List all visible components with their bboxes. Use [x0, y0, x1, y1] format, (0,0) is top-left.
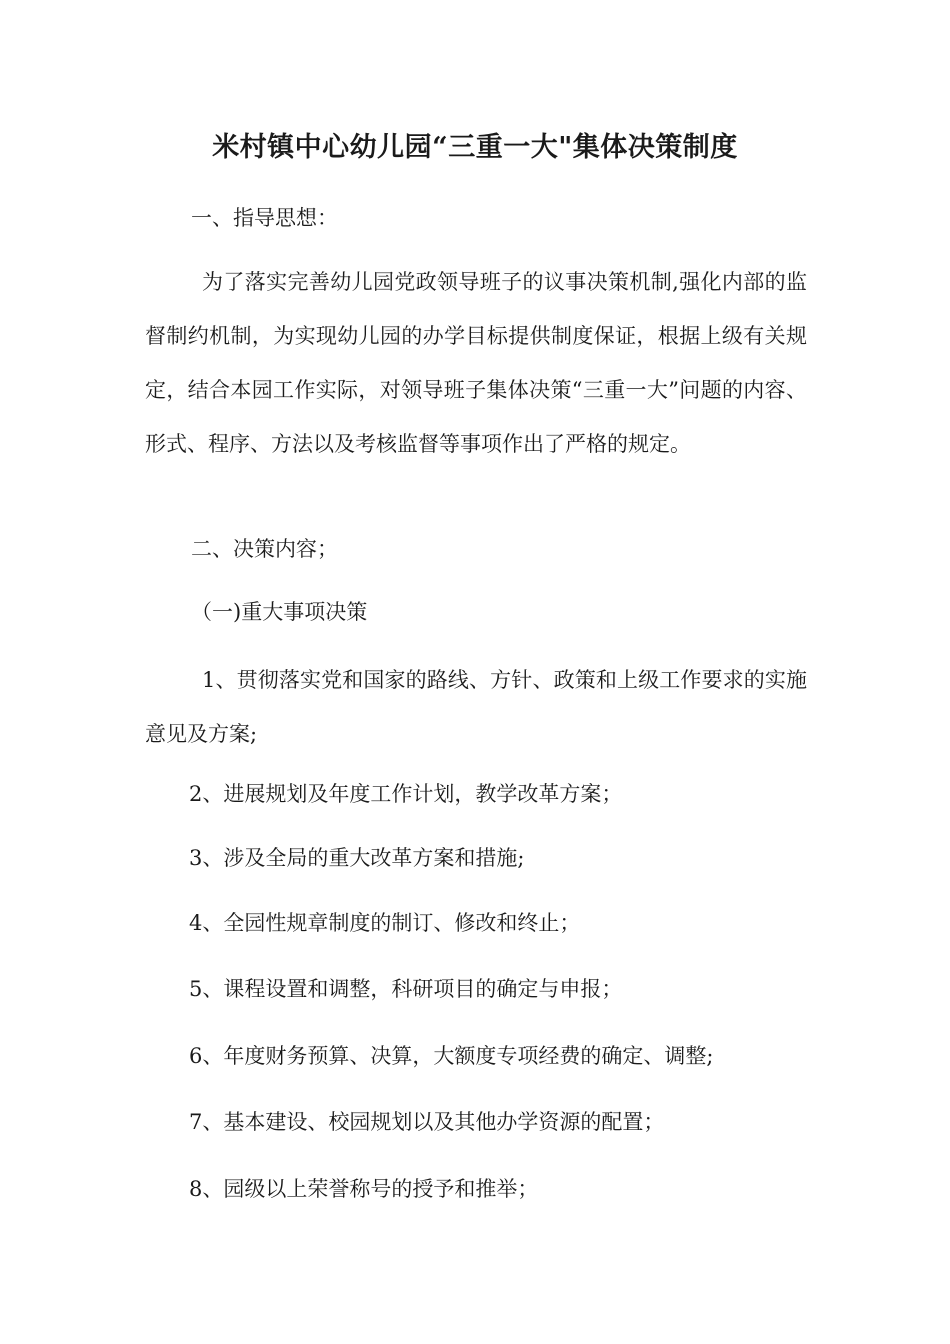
document-title: 米村镇中心幼儿园“三重一大"集体决策制度: [212, 132, 738, 163]
section-heading-guiding-thought: 一、指导思想：: [191, 206, 338, 230]
list-item: 3、涉及全局的重大改革方案和措施;: [189, 846, 525, 870]
guiding-thought-paragraph: 为了落实完善幼儿园党政领导班子的议事决策机制,强化内部的监督制约机制，为实现幼儿园的办学目标提供制度保证，根据上级有关规定，结合本园工作实际，对领导班子集体决策“三重一大”问题的内容、形式、程序、方法以及考核监督等事项作出了严格的规定。: [145, 270, 807, 456]
subsection-heading-major-matters: （一)重大事项决策: [191, 600, 368, 624]
list-item: 5、课程设置和调整，科研项目的确定与申报；: [189, 977, 623, 1001]
section-heading-decision-content: 二、决策内容；: [191, 537, 338, 561]
list-item: 2、进展规划及年度工作计划，教学改革方案；: [189, 782, 623, 806]
list-item: 7、基本建设、校园规划以及其他办学资源的配置；: [189, 1110, 665, 1134]
list-item: 1、贯彻落实党和国家的路线、方针、政策和上级工作要求的实施意见及方案;: [145, 668, 807, 746]
list-item: 4、全园性规章制度的制订、修改和终止；: [189, 911, 581, 935]
list-item: 6、年度财务预算、决算，大额度专项经费的确定、调整;: [189, 1044, 714, 1068]
list-item: 8、园级以上荣誉称号的授予和推举；: [189, 1177, 539, 1201]
